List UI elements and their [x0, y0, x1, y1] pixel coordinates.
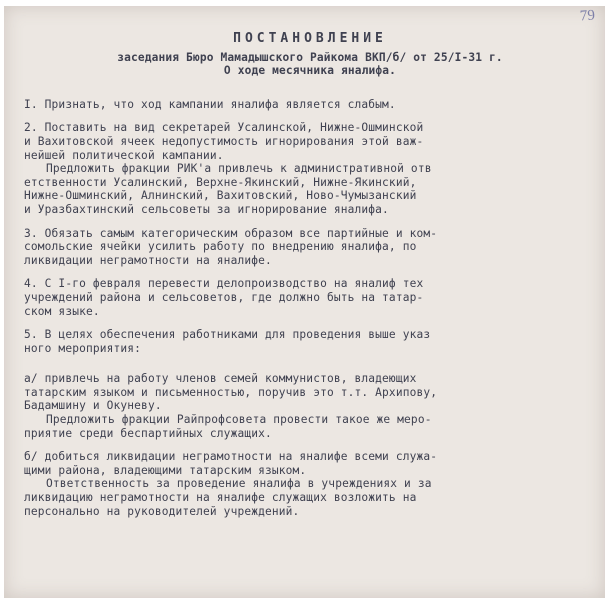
header-line: заседания Бюро Мамадышского Райкома ВКП/б/ от 25/I-31 г.: [117, 50, 503, 64]
paragraph-2-line: нейшей политической кампании.: [24, 148, 224, 162]
paragraph-4-line: ском языке.: [24, 304, 100, 318]
paragraph-5-line: 5. В целях обеспечения работниками для проведения выше указ: [24, 328, 431, 342]
page-number: 79: [579, 7, 596, 25]
paragraph-2-line: и Вахитовской ячеек недопустимость игнорирования этой важ-: [24, 134, 424, 148]
paragraph-3-line: 3. Обязать самым категорическим образом все партийные и ком-: [24, 226, 438, 240]
paragraph-5a-line: татарским языком и письменностью, поручив это т.т. Архипову,: [24, 385, 438, 399]
paragraph-6b-line: Ответственность за проведение яналифа в учреждениях и за: [46, 477, 432, 491]
paragraph-6-line: б/ добиться ликвидации неграмотности на яналифе всеми служа-: [24, 450, 438, 464]
paragraph-3-line: сомольские ячейки усилить работу по внедрению яналифа, по: [24, 240, 417, 254]
document-page: [4, 6, 605, 598]
paragraph-5a2-line: приятие среди беспартийных служащих.: [24, 426, 272, 440]
paragraph-4-line: учреждений района и сельсоветов, где должно быть на татар-: [24, 290, 424, 304]
paragraph-3-line: ликвидации неграмотности на яналифе.: [24, 253, 272, 267]
paragraph-4-line: 4. С I-го февраля перевести делопроизводство на яналиф тех: [24, 277, 424, 291]
paragraph-5a-line: а/ привлечь на работу членов семей коммунистов, владеющих: [24, 372, 417, 386]
paragraph-6b-line: ликвидацию неграмотности на яналифе служащих возложить на: [24, 491, 417, 505]
paragraph-2b-line: етственности Усалинский, Верхне-Якинский, Нижне-Якинский,: [24, 175, 417, 189]
paragraph-5a2-line: Предложить фракции Райпрофсовета провести такое же меро-: [46, 413, 432, 427]
paragraph-5a-line: Бадамшину и Окуневу.: [24, 399, 162, 413]
paragraph-6-line: щими района, владеющими татарским языком.: [24, 463, 307, 477]
paragraph-6b-line: персонально на руководителей учреждений.: [24, 504, 300, 518]
document-title: ПОСТАНОВЛЕНИЕ: [233, 31, 387, 46]
paragraph-5-line: ного мероприятия:: [24, 341, 142, 355]
document-text: [24, 32, 596, 518]
paragraph-1: I. Признать, что ход кампании яналифа является слабым.: [24, 97, 396, 111]
paragraph-2b-line: Нижне-Ошминский, Алнинский, Вахитовский, Ново-Чумызанский: [24, 189, 417, 203]
header-line: О ходе месячника яналифа.: [223, 64, 397, 78]
paragraph-2b-line: Предложить фракции РИК'а привлечь к административной отв: [46, 162, 432, 176]
paragraph-2-line: 2. Поставить на вид секретарей Усалинской, Нижне-Ошминской: [24, 121, 424, 135]
paragraph-2b-line: и Уразбахтинский сельсоветы за игнорирование яналифа.: [24, 202, 389, 216]
